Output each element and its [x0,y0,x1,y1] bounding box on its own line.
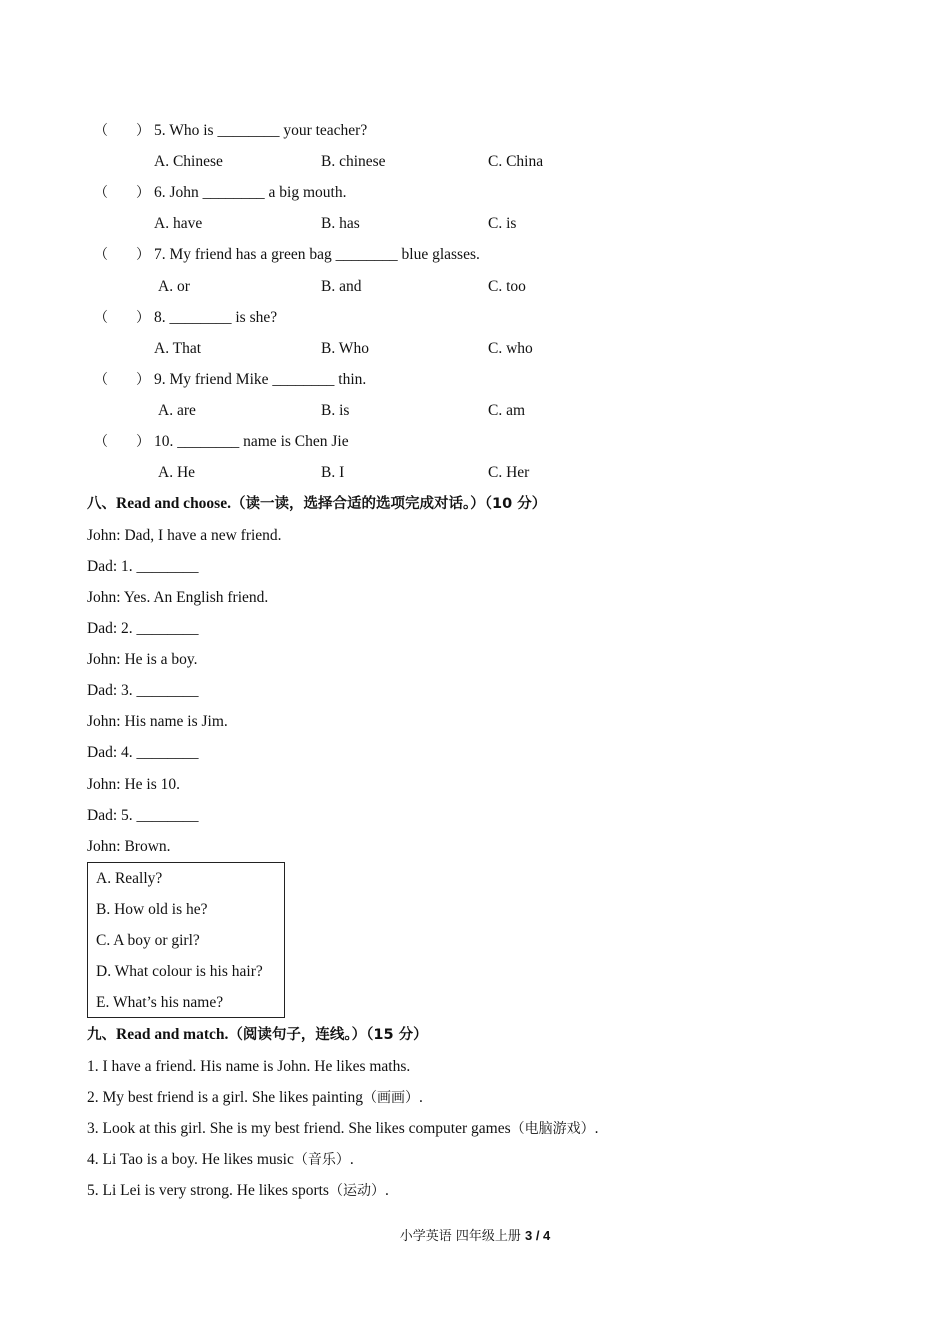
dialogue-line: John: Brown. [87,838,171,855]
option-b: B. Who [321,340,369,357]
sentence-gloss: （运动） [328,1183,385,1199]
sentence-3 [87,1119,598,1139]
page-footer [0,1225,950,1244]
option-a: A. That [154,340,202,357]
option-b: B. I [321,464,345,481]
answer-paren-close: ） [136,185,150,201]
dialogue-line: Dad: 3. ________ [87,682,199,699]
page-number: 3 / 4 [524,1228,551,1243]
sentence-5 [87,1181,389,1201]
sentence-text: 2. My best friend is a girl. She likes painting [87,1089,363,1106]
dialogue-line: John: His name is Jim. [87,713,228,730]
section-number: 九、 [87,1027,116,1043]
option-item: C. A boy or girl? [96,932,200,949]
option-a: A. have [154,215,203,232]
sentence-text: 5. Li Lei is very strong. He likes sports [87,1182,329,1199]
answer-paren-close: ） [136,434,150,450]
sentence-1 [87,1057,410,1077]
answer-paren-open: （ [94,434,108,450]
dialogue-line: Dad: 1. ________ [87,558,199,575]
sentence-gloss: （音乐） [293,1152,350,1168]
section-8-heading [87,494,546,514]
section-title: Read and match. [116,1026,229,1043]
sentence-gloss: （电脑游戏） [510,1121,595,1137]
footer-text: 小学英语 四年级上册 [399,1229,525,1244]
option-item: E. What’s his name? [96,994,224,1011]
option-b: B. has [321,215,360,232]
section-title: Read and choose. [116,495,231,512]
answer-paren-open: （ [94,247,108,263]
option-item: D. What colour is his hair? [96,963,263,980]
option-b: B. chinese [321,153,386,170]
sentence-2 [87,1088,423,1108]
answer-paren-open: （ [94,123,108,139]
sentence-gloss: （画画） [362,1090,419,1106]
question-text: 7. My friend has a green bag ________ blue glasses. [154,246,480,263]
option-item: A. Really? [96,870,163,887]
sentence-end: . [418,1089,423,1106]
sentence-text: 3. Look at this girl. She is my best friend. She likes computer games [87,1120,511,1137]
option-c: C. am [488,402,526,419]
option-b: B. and [321,278,362,295]
option-item: B. How old is he? [96,901,208,918]
sentence-end: . [384,1182,389,1199]
question-text: 10. ________ name is Chen Jie [154,433,349,450]
sentence-text: 1. I have a friend. His name is John. He likes maths. [87,1058,411,1075]
option-c: C. too [488,278,526,295]
dialogue-line: John: Dad, I have a new friend. [87,527,282,544]
section-instruction: （读一读，选择合适的选项完成对话。）（10 分） [230,496,547,512]
option-a: A. He [158,464,196,481]
dialogue-line: Dad: 2. ________ [87,620,199,637]
options-box [87,862,285,1018]
sentence-end: . [349,1151,354,1168]
dialogue-line: John: He is 10. [87,776,180,793]
option-a: A. Chinese [154,153,223,170]
section-number: 八、 [87,496,116,512]
option-b: B. is [321,402,350,419]
question-text: 9. My friend Mike ________ thin. [154,371,367,388]
dialogue-line: John: Yes. An English friend. [87,589,269,606]
answer-paren-close: ） [136,247,150,263]
answer-paren-close: ） [136,123,150,139]
question-text: 8. ________ is she? [154,309,278,326]
dialogue-line: John: He is a boy. [87,651,198,668]
section-instruction: （阅读句子，连线。）（15 分） [228,1027,428,1043]
answer-paren-open: （ [94,310,108,326]
option-c: C. Her [488,464,530,481]
question-text: 6. John ________ a big mouth. [154,184,347,201]
option-c: C. is [488,215,517,232]
sentence-end: . [594,1120,599,1137]
dialogue-line: Dad: 5. ________ [87,807,199,824]
option-c: C. China [488,153,544,170]
option-a: A. are [158,402,196,419]
sentence-4 [87,1150,354,1170]
answer-paren-close: ） [136,372,150,388]
dialogue-line: Dad: 4. ________ [87,744,199,761]
answer-paren-open: （ [94,372,108,388]
answer-paren-close: ） [136,310,150,326]
question-text: 5. Who is ________ your teacher? [154,122,368,139]
option-c: C. who [488,340,533,357]
sentence-text: 4. Li Tao is a boy. He likes music [87,1151,294,1168]
section-9-heading [87,1025,428,1045]
answer-paren-open: （ [94,185,108,201]
option-a: A. or [158,278,190,295]
